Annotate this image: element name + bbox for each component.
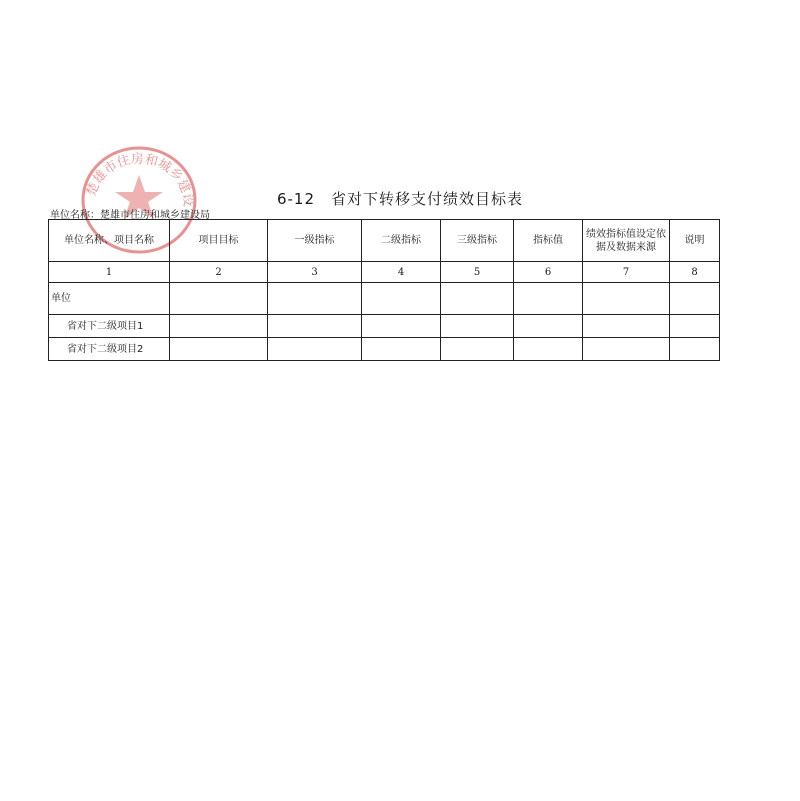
column-number: 2 <box>170 262 268 283</box>
row-name-cell: 省对下二级项目1 <box>49 315 170 338</box>
empty-cell <box>441 315 514 338</box>
header-cell: 三级指标 <box>441 220 514 262</box>
empty-cell <box>170 338 268 361</box>
row-name-cell: 省对下二级项目2 <box>49 338 170 361</box>
empty-cell <box>441 283 514 315</box>
unit-name-line: 单位名称：楚雄市住房和城乡建设局 <box>50 210 210 221</box>
empty-cell <box>583 283 670 315</box>
header-cell: 绩效指标值设定依据及数据来源 <box>583 220 670 262</box>
table-row <box>49 283 720 315</box>
empty-cell <box>362 315 441 338</box>
column-number-row <box>49 262 720 283</box>
empty-cell <box>514 315 583 338</box>
svg-text:楚雄市住房和城乡建设局: 楚雄市住房和城乡建设 <box>84 151 196 208</box>
header-cell: 二级指标 <box>362 220 441 262</box>
header-cell: 一级指标 <box>268 220 362 262</box>
header-cell: 说明 <box>670 220 720 262</box>
empty-cell <box>268 338 362 361</box>
table-row <box>49 315 720 338</box>
empty-cell <box>441 338 514 361</box>
empty-cell <box>268 315 362 338</box>
empty-cell <box>170 315 268 338</box>
empty-cell <box>670 315 720 338</box>
empty-cell <box>362 283 441 315</box>
empty-cell <box>670 283 720 315</box>
table-row <box>49 338 720 361</box>
header-row <box>49 220 720 262</box>
empty-cell <box>583 315 670 338</box>
empty-cell <box>170 283 268 315</box>
row-name-cell: 单位 <box>49 283 170 315</box>
empty-cell <box>670 338 720 361</box>
column-number: 8 <box>670 262 720 283</box>
column-number: 1 <box>49 262 170 283</box>
column-number: 6 <box>514 262 583 283</box>
empty-cell <box>514 283 583 315</box>
page-title: 6-12 省对下转移支付绩效目标表 <box>276 190 524 208</box>
performance-target-table <box>48 219 720 361</box>
header-cell: 单位名称、项目名称 <box>49 220 170 262</box>
empty-cell <box>362 338 441 361</box>
header-cell: 项目目标 <box>170 220 268 262</box>
column-number: 7 <box>583 262 670 283</box>
column-number: 5 <box>441 262 514 283</box>
empty-cell <box>514 338 583 361</box>
column-number: 4 <box>362 262 441 283</box>
empty-cell <box>268 283 362 315</box>
header-cell: 指标值 <box>514 220 583 262</box>
empty-cell <box>583 338 670 361</box>
column-number: 3 <box>268 262 362 283</box>
